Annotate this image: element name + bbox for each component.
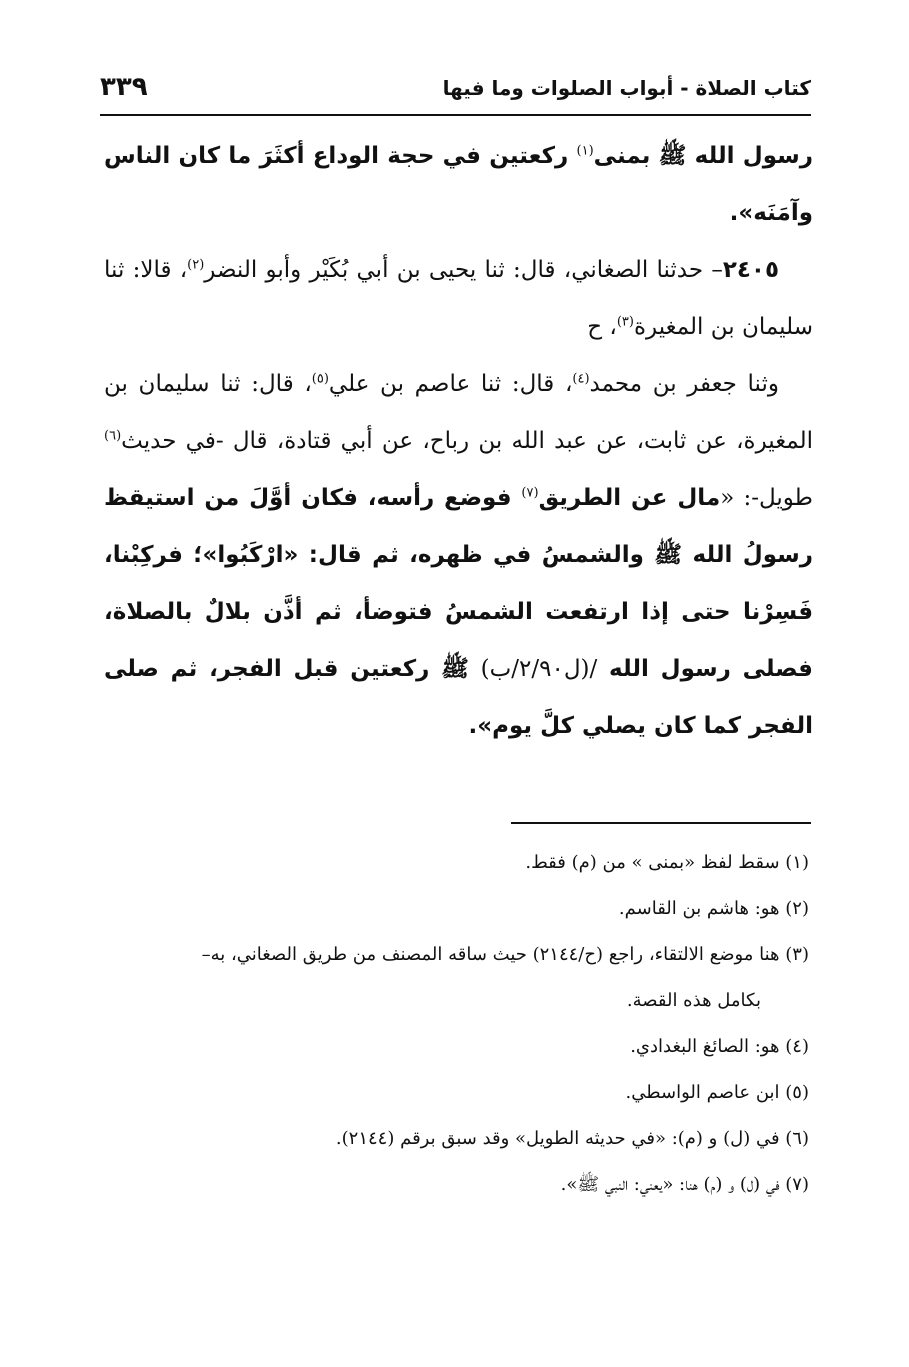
footnote-ref-6: (٦) — [104, 428, 122, 444]
footnote-ref-3: (٣) — [616, 314, 634, 330]
footnote-4: (٤) هو: الصائغ البغدادي. — [630, 1036, 809, 1057]
text-run: مال عن الطريق — [538, 485, 721, 511]
page-number: ٣٣٩ — [100, 72, 148, 102]
footnote-ref-7: (٧) — [521, 485, 539, 501]
main-text — [104, 128, 813, 755]
text-run: ، قال: ثنا عاصم بن علي — [328, 371, 573, 397]
paragraph-3 — [104, 356, 813, 755]
footnote-ref-5: (٥) — [311, 371, 329, 387]
text-run: رسول الله ﷺ بمنى — [593, 143, 813, 169]
hadith-number: ٢٤٠٥ — [722, 257, 779, 283]
footnote-2: (٢) هو: هاشم بن القاسم. — [618, 898, 809, 919]
text-run: ركعتين في حجة الوداع أكثَرَ ما كان الناس وآمَنَه». — [104, 143, 813, 226]
text-run: وثنا جعفر بن محمد — [589, 371, 779, 397]
paragraph-1 — [104, 128, 813, 242]
footnotes — [96, 840, 809, 1208]
text-run: طويل-: « — [720, 485, 813, 511]
footnote-7: (٧) في (ل) و (م) هنا: «يعني: النبي ﷺ». — [560, 1174, 809, 1195]
footnote-3-continued: بكامل هذه القصة. — [626, 990, 761, 1011]
footnote-1: (١) سقط لفظ «بمنى » من (م) فقط. — [525, 852, 809, 873]
footnote-divider — [511, 822, 811, 824]
text-run: ، قال: ثنا سليمان بن المغيرة، عن ثابت، عن عبد الله بن رباح، عن أبي قتادة، قال -في حديث — [104, 371, 813, 454]
header-divider — [100, 114, 811, 116]
text-run: فوضع رأسه، فكان أوَّلَ من استيقظ رسولُ الله ﷺ والشمسُ في ظهره، ثم قال: «ارْكَبُوا»؛ فركِبْنا، فَسِرْنا حتى إذا ارتفعت الشمسُ فتوضأ، ثم أذَّن بلالٌ بالصلاة، فصلى رسول الله — [104, 485, 813, 682]
manuscript-folio-ref: /(ل٢/٩٠/ب) — [480, 656, 598, 682]
text-run: ، ح — [587, 314, 617, 340]
text-run: ﷺ ركعتين قبل الفجر، ثم صلى الفجر كما كان يصلي كلَّ يوم». — [104, 656, 813, 739]
running-header — [100, 70, 811, 114]
hadith-2405 — [104, 242, 813, 356]
footnote-5: (٥) ابن عاصم الواسطي. — [625, 1082, 809, 1103]
header-title: كتاب الصلاة - أبواب الصلوات وما فيها — [442, 76, 811, 100]
text-run: ، قالا: ثنا سليمان بن المغيرة — [104, 257, 813, 340]
footnote-3: (٣) هنا موضع الالتقاء، راجع (ح/٢١٤٤) حيث ساقه المصنف من طريق الصغاني، به– — [201, 944, 809, 965]
footnote-ref-1: (١) — [576, 143, 594, 159]
footnote-ref-2: (٢) — [187, 257, 205, 273]
footnote-ref-4: (٤) — [572, 371, 590, 387]
footnote-6: (٦) في (ل) و (م): «في حديثه الطويل» وقد سبق برقم (٢١٤٤). — [335, 1128, 809, 1149]
text-run: – حدثنا الصغاني، قال: ثنا يحيى بن أبي بُكَيْر وأبو النضر — [204, 257, 723, 283]
